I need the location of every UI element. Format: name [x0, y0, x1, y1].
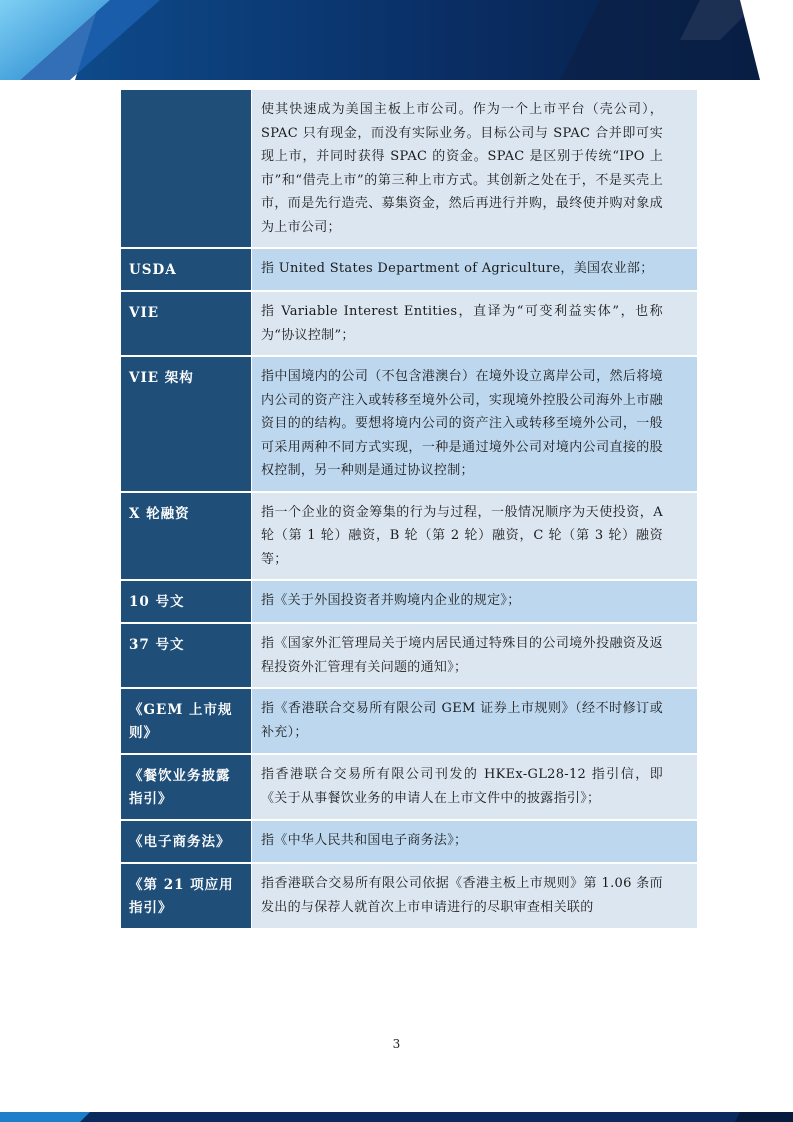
- term-cell: 《第 21 项应用指引》: [121, 864, 252, 928]
- definition-cell: 指《关于外国投资者并购境内企业的规定》；: [252, 581, 697, 622]
- definition-cell: 指《国家外汇管理局关于境内居民通过特殊目的公司境外投融资及返程投资外汇管理有关问题的通知》；: [252, 624, 697, 687]
- definition-cell: 指中国境内的公司（不包含港澳台）在境外设立离岸公司，然后将境内公司的资产注入或转移至境外公司，实现境外控股公司海外上市融资目的的结构。要想将境内公司的资产注入或转移至境外公司，一般可采用两种不同方式实现，一种是通过境外公司对境内公司直接的股权控制，另一种则是通过协议控制；: [252, 357, 697, 491]
- term-cell: X 轮融资: [121, 493, 252, 580]
- table-row: [121, 249, 697, 290]
- definition-cell: 指《香港联合交易所有限公司 GEM 证券上市规则》（经不时修订或补充）；: [252, 689, 697, 753]
- table-row: [121, 624, 697, 687]
- term-cell: 《电子商务法》: [121, 821, 252, 862]
- table-row: [121, 821, 697, 862]
- definition-cell: 指香港联合交易所有限公司依据《香港主板上市规则》第 1.06 条而发出的与保荐人就首次上市申请进行的尽职审查相关联的: [252, 864, 697, 928]
- definition-cell: 指 United States Department of Agriculture，美国农业部；: [252, 249, 697, 290]
- term-cell: USDA: [121, 249, 252, 290]
- definition-cell: 指《中华人民共和国电子商务法》；: [252, 821, 697, 862]
- term-cell: VIE: [121, 292, 252, 355]
- definition-cell: 指 Variable Interest Entities，直译为“可变利益实体”，也称为“协议控制”；: [252, 292, 697, 355]
- term-cell: 《餐饮业务披露指引》: [121, 755, 252, 819]
- term-cell: VIE 架构: [121, 357, 252, 491]
- term-cell: 10 号文: [121, 581, 252, 622]
- glossary-body: [121, 90, 697, 928]
- table-row: [121, 581, 697, 622]
- table-row: [121, 864, 697, 928]
- term-cell: 37 号文: [121, 624, 252, 687]
- definition-cell: 指香港联合交易所有限公司刊发的 HKEx-GL28-12 指引信，即《关于从事餐饮业务的申请人在上市文件中的披露指引》；: [252, 755, 697, 819]
- page-number: 3: [392, 1037, 401, 1051]
- table-row: [121, 357, 697, 491]
- header-banner: [0, 0, 793, 80]
- glossary-table: [121, 88, 697, 930]
- table-row: [121, 755, 697, 819]
- footer-bar: [0, 1112, 793, 1122]
- definition-cell: 指一个企业的资金筹集的行为与过程，一般情况顺序为天使投资，A 轮（第 1 轮）融资，B 轮（第 2 轮）融资，C 轮（第 3 轮）融资等；: [252, 493, 697, 580]
- table-row: [121, 689, 697, 753]
- term-cell: [121, 90, 252, 247]
- table-row: [121, 292, 697, 355]
- term-cell: 《GEM 上市规则》: [121, 689, 252, 753]
- table-row: [121, 90, 697, 247]
- definition-cell: 使其快速成为美国主板上市公司。作为一个上市平台（壳公司），SPAC 只有现金，而没有实际业务。目标公司与 SPAC 合并即可实现上市，并同时获得 SPAC 的资金。SPAC 是区别于传统“IPO 上市”和“借壳上市”的第三种上市方式。其创新之处在于，不是买壳上市，而是先行造壳、募集资金，然后再进行并购，最终使并购对象成为上市公司；: [252, 90, 697, 247]
- table-row: [121, 493, 697, 580]
